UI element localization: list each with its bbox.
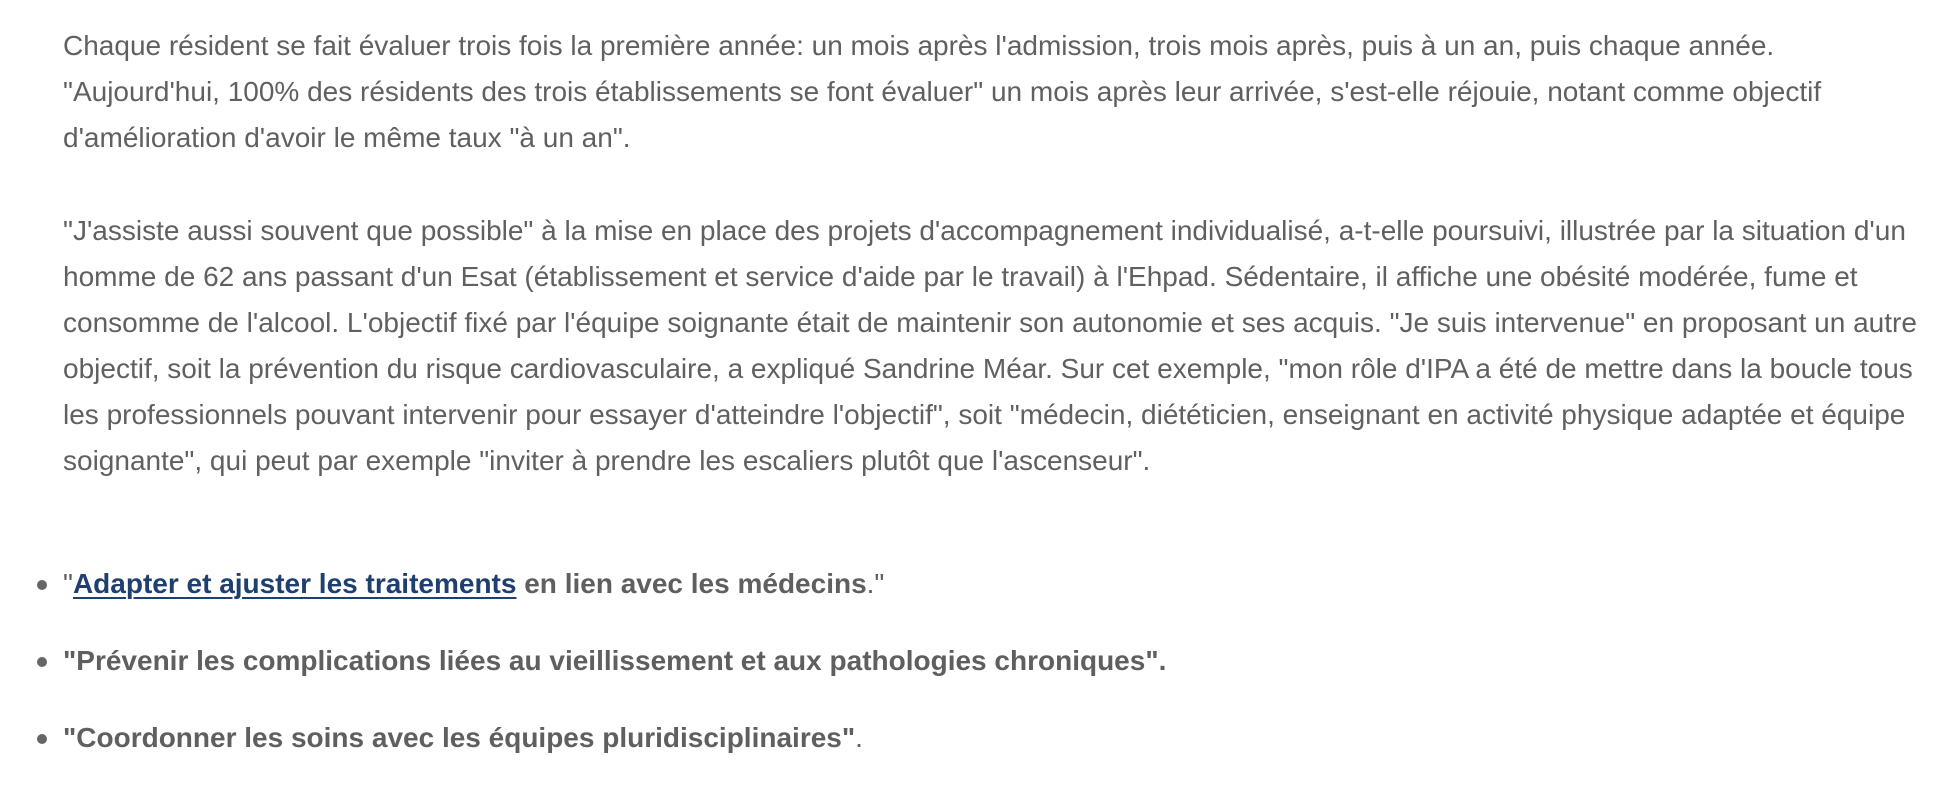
list-item-text bbox=[63, 715, 863, 761]
adapter-traitements-link[interactable]: Adapter et ajuster les traitements bbox=[72, 568, 517, 599]
list-item-bold: en lien avec les médecins bbox=[516, 568, 867, 599]
list-item-tail: ." bbox=[866, 568, 885, 599]
list-item bbox=[0, 715, 1948, 792]
list-item-bold: "Coordonner les soins avec les équipes pluridisciplinaires" bbox=[63, 722, 856, 753]
list-item-text bbox=[63, 561, 884, 607]
list-item bbox=[0, 638, 1948, 715]
bullet-dot-icon bbox=[37, 657, 47, 667]
paragraph-accompagnement: "J'assiste aussi souvent que possible" à la mise en place des projets d'accompagnement individualisé, a-t-elle poursuivi, illustrée par la situation d'un homme de 62 ans passant d'un Esat (établissement et service d'aide par le travail) à l'Ehpad. Sédentaire, il affiche une obésité modérée, fume et consomme de l'alcool. L'objectif fixé par l'équipe soignante était de maintenir son autonomie et ses acquis. "Je suis intervenue" en proposant un autre objectif, soit la prévention du risque cardiovasculaire, a expliqué Sandrine Méar. Sur cet exemple, "mon rôle d'IPA a été de mettre dans la boucle tous les professionnels pouvant intervenir pour essayer d'atteindre l'objectif", soit "médecin, diététicien, enseignant en activité physique adaptée et équipe soignante", qui peut par exemple "inviter à prendre les escaliers plutôt que l'ascenseur". bbox=[63, 215, 1917, 476]
list-item-bold: "Prévenir les complications liées au vieillissement et aux pathologies chroniques". bbox=[63, 645, 1167, 676]
bullet-dot-icon bbox=[37, 734, 47, 744]
list-item-text bbox=[63, 638, 1166, 684]
bullet-dot-icon bbox=[37, 580, 47, 590]
missions-list bbox=[0, 561, 1948, 792]
open-quote: " bbox=[63, 568, 73, 599]
paragraph-evaluation: Chaque résident se fait évaluer trois fois la première année: un mois après l'admission, trois mois après, puis à un an, puis chaque année. "Aujourd'hui, 100% des résidents des trois établissements se font évaluer" un mois après leur arrivée, s'est-elle réjouie, notant comme objectif d'amélioration d'avoir le même taux "à un an". bbox=[63, 30, 1822, 153]
list-item-tail: . bbox=[855, 722, 863, 753]
list-item bbox=[0, 561, 1948, 638]
